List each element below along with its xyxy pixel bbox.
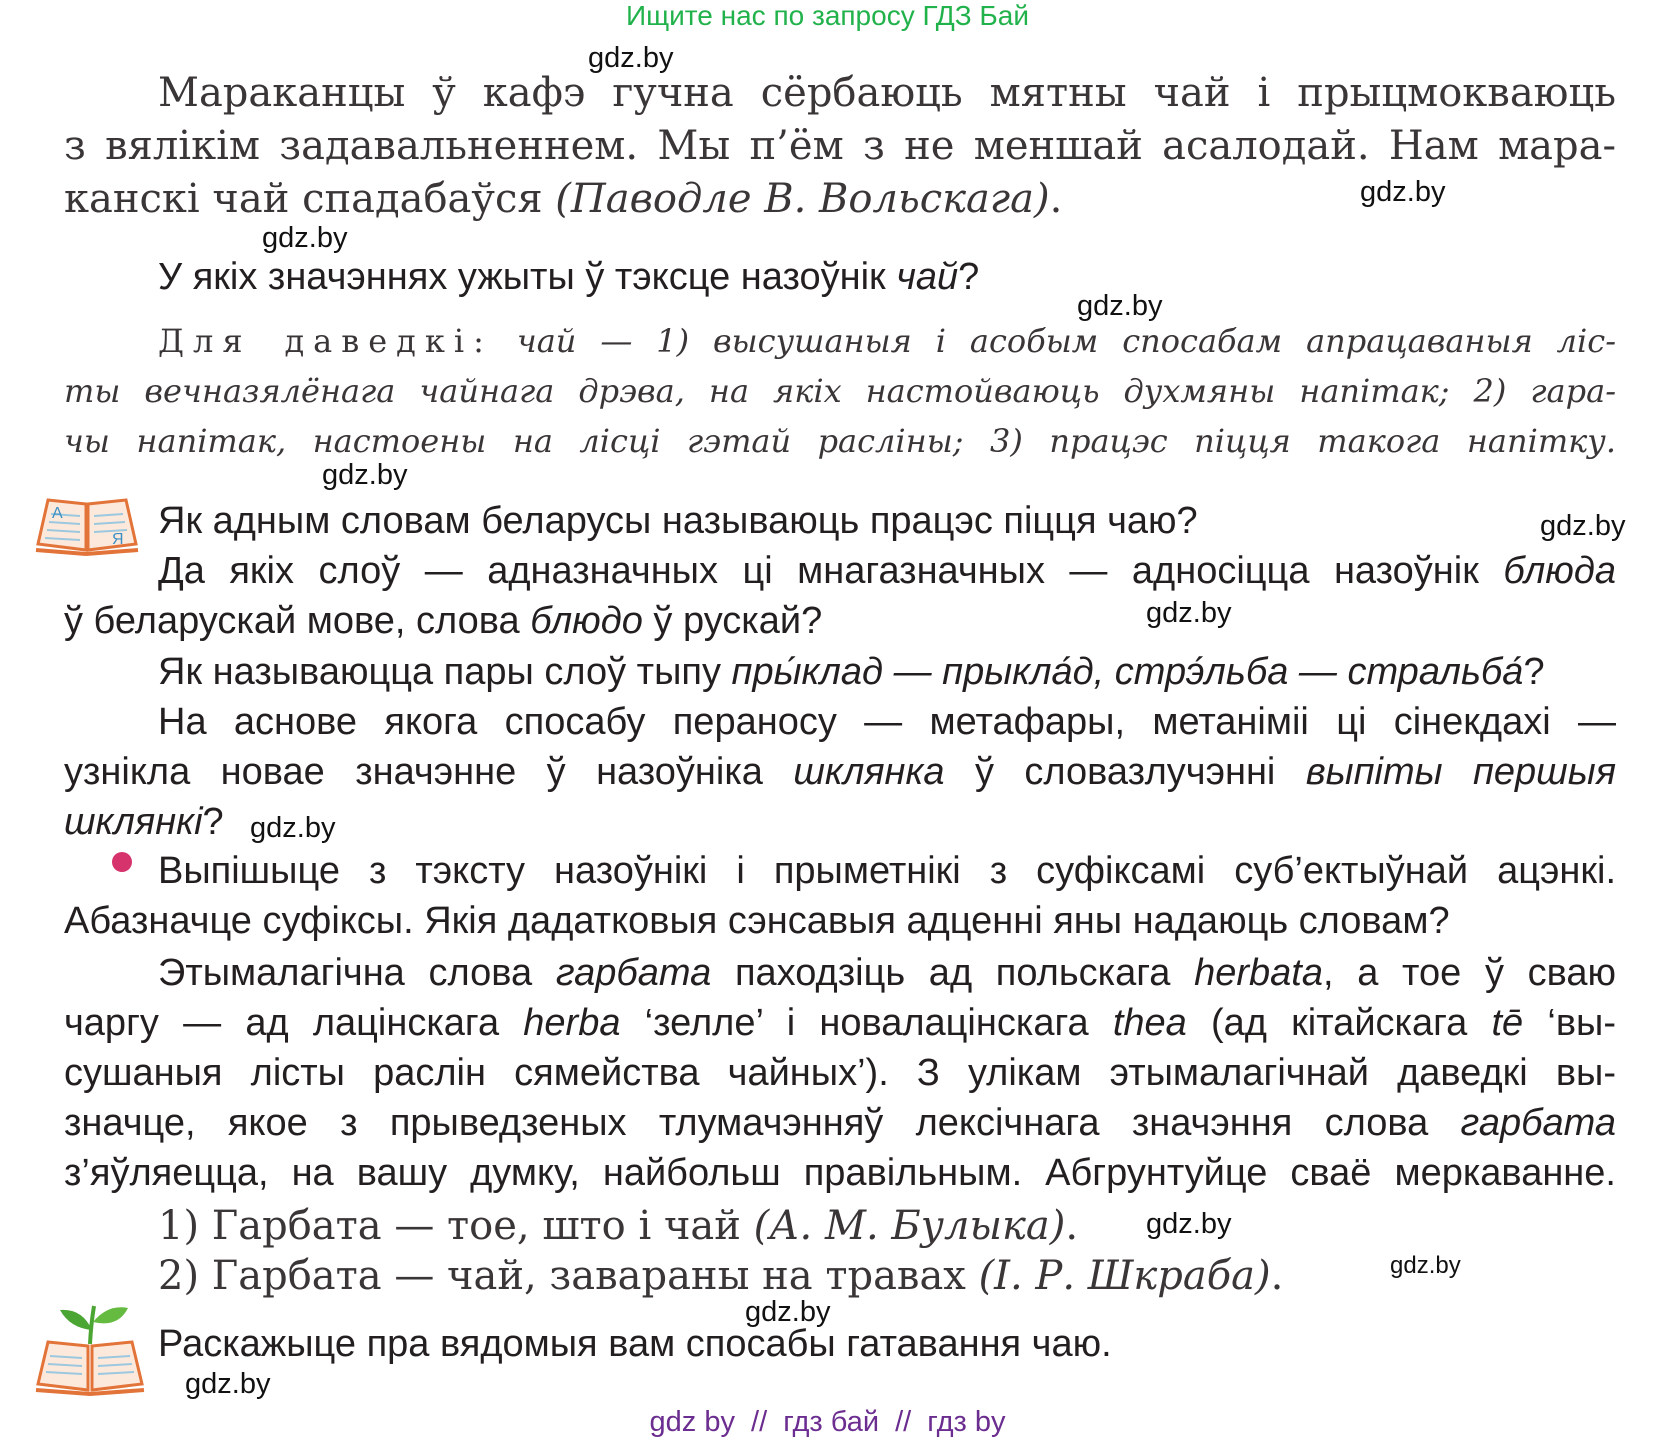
reference-line: Для даведкі: чай — 1) высушаныя і асобым спосабам апрацаваныя ліс- — [158, 322, 1617, 360]
passage-source: (Паводле В. Вольскага) — [555, 176, 1050, 222]
watermark: gdz.by — [262, 222, 348, 254]
search-banner[interactable]: Ищите нас по запросу ГДЗ Бай — [625, 0, 1030, 31]
passage-line: канскі чай спадабаўся (Паводле В. Вольскага). — [64, 176, 1063, 222]
question: Да якіх слоў — адназначных ці мнагазначных — адносіцца назоўнік блюда — [158, 550, 1616, 592]
footer-separator: // — [751, 1406, 768, 1438]
passage-line: з вялікім задавальненнем. Мы п’ём з не меншай асалодай. Нам мара- — [64, 123, 1616, 169]
book-dictionary-icon — [34, 492, 140, 556]
footer-link[interactable]: gdz by — [649, 1406, 735, 1438]
task-line: Абазначце суфіксы. Якія дадатковыя сэнсавыя адценні яны надаюць словам? — [64, 900, 1450, 942]
reference-line: ты вечназялёнага чайнага дрэва, на якіх настойваюць духмяны напітак; 2) гара- — [64, 372, 1616, 410]
reference-line: чы напітак, настоены на лісці гэтай расліны; 3) працэс піцця такога напітку. — [64, 422, 1616, 460]
watermark: gdz.by — [1390, 1252, 1461, 1279]
etymology-line: сушаныя лісты раслін сямейства чайных’). З улікам этымалагічнай даведкі вы- — [64, 1052, 1616, 1094]
question: шклянкі? — [64, 801, 224, 843]
book-sprout-icon — [34, 1300, 146, 1396]
watermark: gdz.by — [1360, 176, 1446, 208]
question: Як называюцца пары слоў тыпу пры́клад — прыкла́д, стрэ́льба — стральба́? — [158, 651, 1545, 693]
question: У якіх значэннях ужыты ў тэксце назоўнік чай? — [158, 256, 980, 298]
reference-label: Для даведкі: — [158, 322, 493, 360]
watermark: gdz.by — [1146, 597, 1232, 629]
etymology-line: чаргу — ад лацінскага herba ‘зелле’ і новалацінскага thea (ад кітайскага tē ‘вы- — [64, 1002, 1616, 1044]
watermark: gdz.by — [1146, 1208, 1232, 1240]
etymology-line: Этымалагічна слова гарбата паходзіць ад польскага herbata, а тое ў сваю — [158, 952, 1617, 994]
question: Як адным словам беларусы называюць працэс піцця чаю? — [158, 500, 1198, 542]
watermark: gdz.by — [250, 812, 336, 844]
etymology-line: значце, якое з прыведзеных тлумачэнняў лексічнага значэння слова гарбата — [64, 1102, 1616, 1144]
etymology-line: з’яўляецца, на вашу думку, найбольш правільным. Абгрунтуйце сваё меркаванне. — [64, 1152, 1616, 1194]
watermark: gdz.by — [185, 1368, 271, 1400]
watermark: gdz.by — [588, 42, 674, 74]
watermark: gdz.by — [322, 459, 408, 491]
definition-item: 1) Гарбата — тое, што і чай (А. М. Булыка). — [158, 1203, 1079, 1249]
passage-line: Мараканцы ў кафэ гучна сёрбаюць мятны чай і прыцмокваюць — [158, 70, 1616, 116]
final-question: Раскажыце пра вядомыя вам спосабы гатавання чаю. — [158, 1323, 1112, 1365]
svg-text:Я: Я — [112, 531, 124, 548]
definition-item: 2) Гарбата — чай, завараны на травах (І. Р. Шкраба). — [158, 1253, 1284, 1299]
footer-link[interactable]: гдз бай — [783, 1406, 880, 1438]
task-line: Выпішыце з тэксту назоўнікі і прыметнікі з суфіксамі суб’ектыўнай ацэнкі. — [158, 850, 1616, 892]
question: узнікла новае значэнне ў назоўніка шклянка ў словазлучэнні выпіты першыя — [64, 751, 1616, 793]
watermark: gdz.by — [1540, 510, 1626, 542]
task-bullet — [112, 852, 132, 872]
footer-separator: // — [895, 1406, 912, 1438]
question: ў беларускай мове, слова блюдо ў рускай? — [64, 600, 823, 642]
question: На аснове якога спосабу пераносу — метафары, метаніміі ці сінекдахі — — [158, 701, 1616, 743]
footer-links — [0, 1406, 1655, 1439]
svg-text:А: А — [52, 505, 63, 522]
watermark: gdz.by — [1077, 290, 1163, 322]
footer-link[interactable]: гдз by — [927, 1406, 1006, 1438]
watermark: gdz.by — [745, 1296, 831, 1328]
